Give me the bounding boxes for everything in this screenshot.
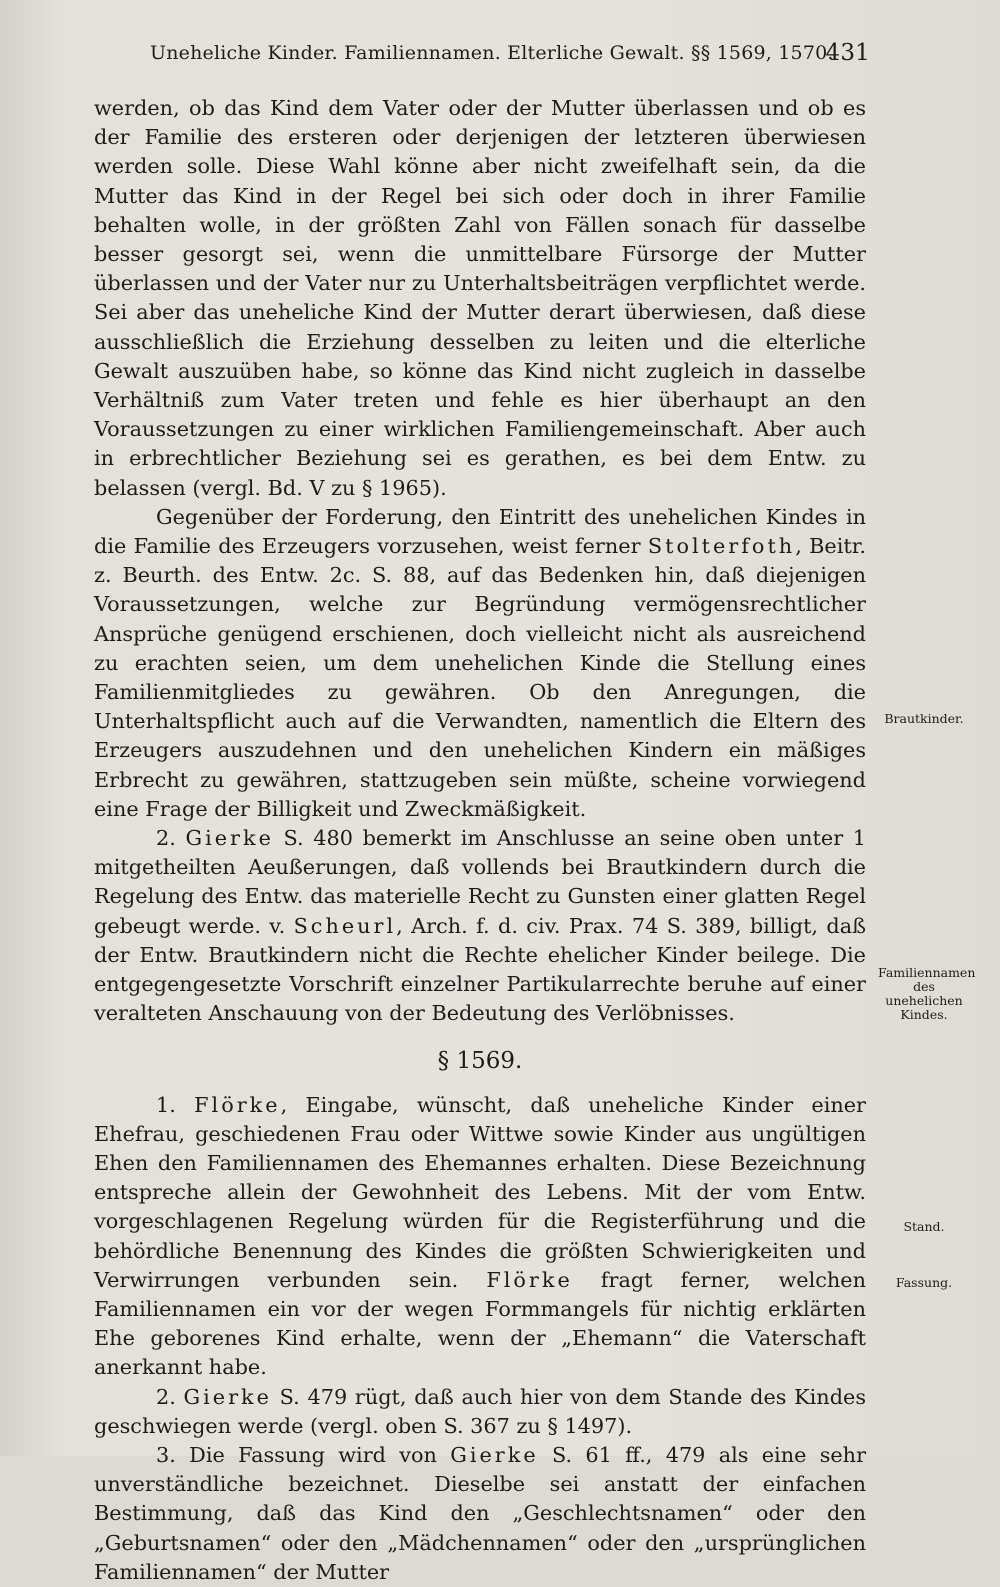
- item-number: 2.: [156, 826, 186, 851]
- author-name: Scheurl: [293, 913, 397, 938]
- paragraph-continuation: werden, ob das Kind dem Vater oder der Mutter überlassen und ob es der Familie des ersteren oder derjenigen der letzteren überwiesen werden solle. Diese Wahl könne aber nicht zweifelhaft sein, da die Mutter das Kind in der Regel bei sich oder doch in ihrer Familie behalten wolle, in der größten Zahl von Fällen sonach für dasselbe besser gesorgt sei, wenn die unmittelbare Fürsorge der Mutter überlassen und der Vater nur zu Unterhaltsbeiträgen verpflichtet werde. Sei aber das uneheliche Kind der Mutter derart überwiesen, daß diese ausschließlich die Erziehung desselben zu leiten und die elterliche Gewalt auszuüben habe, so könne das Kind nicht zugleich in dasselbe Verhältniß zum Vater treten und fehle es hier überhaupt an den Voraussetzungen zu einer wirklichen Familiengemeinschaft. Aber auch in erbrechtlicher Beziehung sei es gerathen, es bei dem Entw. zu belassen (vergl. Bd. V zu § 1965).: [94, 96, 866, 500]
- text-run: , Eingabe, wünscht, daß uneheliche Kinder einer Ehefrau, geschiedenen Frau oder Wittwe sowie Kinder aus ungültigen Ehen den Familiennamen des Ehemannes erhalten. Diese Bezeichnung entspreche allein der Gewohnheit des Lebens. Mit der vom Entw. vorgeschlagenen Regelung würden für die Registerführung und die behördliche Benennung des Kindes die größten Schwierigkeiten und Verwirrungen verbunden sein.: [94, 1092, 867, 1292]
- running-head: [150, 42, 870, 64]
- paragraph-gierke-fassung: [94, 1441, 866, 1587]
- text-run: S. 480 bemerkt im Anschlusse an seine oben unter 1 mitgetheilten Aeußerungen, daß vollends bei Brautkindern durch die Regelung des Entw. das materielle Recht zu Gunsten einer glatten Regel gebeugt werde. v.: [94, 826, 867, 938]
- section-heading: § 1569.: [437, 1047, 523, 1074]
- text-run: , Arch. f. d. civ. Prax. 74 S. 389, billigt, daß der Entw. Brautkindern nicht die Rechte ehelicher Kinder beilege. Die entgegengesetzte Vorschrift einzelner Partikularrechte beruhe auf einer veralteten Anschauung von der Bedeutung des Verlöbnisses.: [94, 913, 867, 1026]
- page-number: 431: [825, 40, 870, 66]
- margin-note-brautkinder: Brautkinder.: [884, 711, 964, 726]
- author-name: Flörke: [486, 1267, 573, 1292]
- body-text: [94, 94, 866, 1587]
- paragraph-gierke-stand: [94, 1383, 866, 1441]
- text-run: S. 479 rügt, daß auch hier von dem Stande des Kindes geschwiegen werde (vergl. oben S. 367 zu § 1497).: [94, 1384, 866, 1438]
- text-run: , Beitr. z. Beurth. des Entw. 2c. S. 88, auf das Bedenken hin, daß diejenigen Voraussetzungen, welche zur Begründung vermögensrechtlicher Ansprüche genügend erschienen, doch vielleicht nicht als ausreichend zu erachten seien, um dem unehelichen Kinde die Stellung eines Familienmitgliedes zu gewähren. Ob den Anregungen, die Unterhaltspflicht auch auf die Verwandten, namentlich die Eltern des Erzeugers auszudehnen und den unehelichen Kindern ein mäßiges Erbrecht zu gewähren, stattzugeben sein müßte, scheine vorwiegend eine Frage der Billigkeit und Zweckmäßigkeit.: [94, 534, 866, 821]
- author-name: Stolterfoth: [647, 534, 796, 559]
- text-run: Gegenüber der Forderung, den Eintritt des unehelichen Kindes in die Familie des Erzeugers vorzusehen, weist ferner: [94, 504, 866, 559]
- margin-note-familiennamen: Familiennamen des unehelichen Kindes.: [878, 965, 976, 1022]
- author-name: Gierke: [450, 1442, 539, 1467]
- margin-note-fassung: Fassung.: [895, 1275, 953, 1290]
- item-number: 2.: [156, 1384, 184, 1409]
- margin-note-stand: Stand.: [903, 1219, 945, 1234]
- text-run: fragt ferner, welchen Familiennamen ein vor der wegen Formmangels für nichtig erklärten Ehe geborenes Kind erhalte, wenn der „Ehemann“ die Vaterschaft anerkannt habe.: [94, 1267, 866, 1380]
- author-name: Gierke: [183, 1384, 272, 1409]
- text-run: Die Fassung wird von: [189, 1442, 451, 1467]
- paragraph-gierke-brautkinder: [94, 824, 866, 1028]
- author-name: Flörke: [194, 1092, 281, 1117]
- paragraph-floerke: [94, 1091, 866, 1383]
- author-name: Gierke: [185, 826, 274, 851]
- item-number: 1.: [156, 1092, 195, 1117]
- running-title: Uneheliche Kinder. Familiennamen. Elterliche Gewalt. §§ 1569, 1570.: [150, 42, 834, 64]
- paragraph-stolterfoth: [94, 503, 866, 824]
- item-number: 3.: [156, 1442, 190, 1467]
- text-run: S. 61 ff., 479 als eine sehr unverständliche bezeichnet. Dieselbe sei anstatt der einfachen Bestimmung, daß das Kind den „Geschlechtsnamen“ oder den „Geburtsnamen“ oder den „Mädchennamen“ oder den „ursprünglichen Familiennamen“ der Mutter: [94, 1442, 867, 1584]
